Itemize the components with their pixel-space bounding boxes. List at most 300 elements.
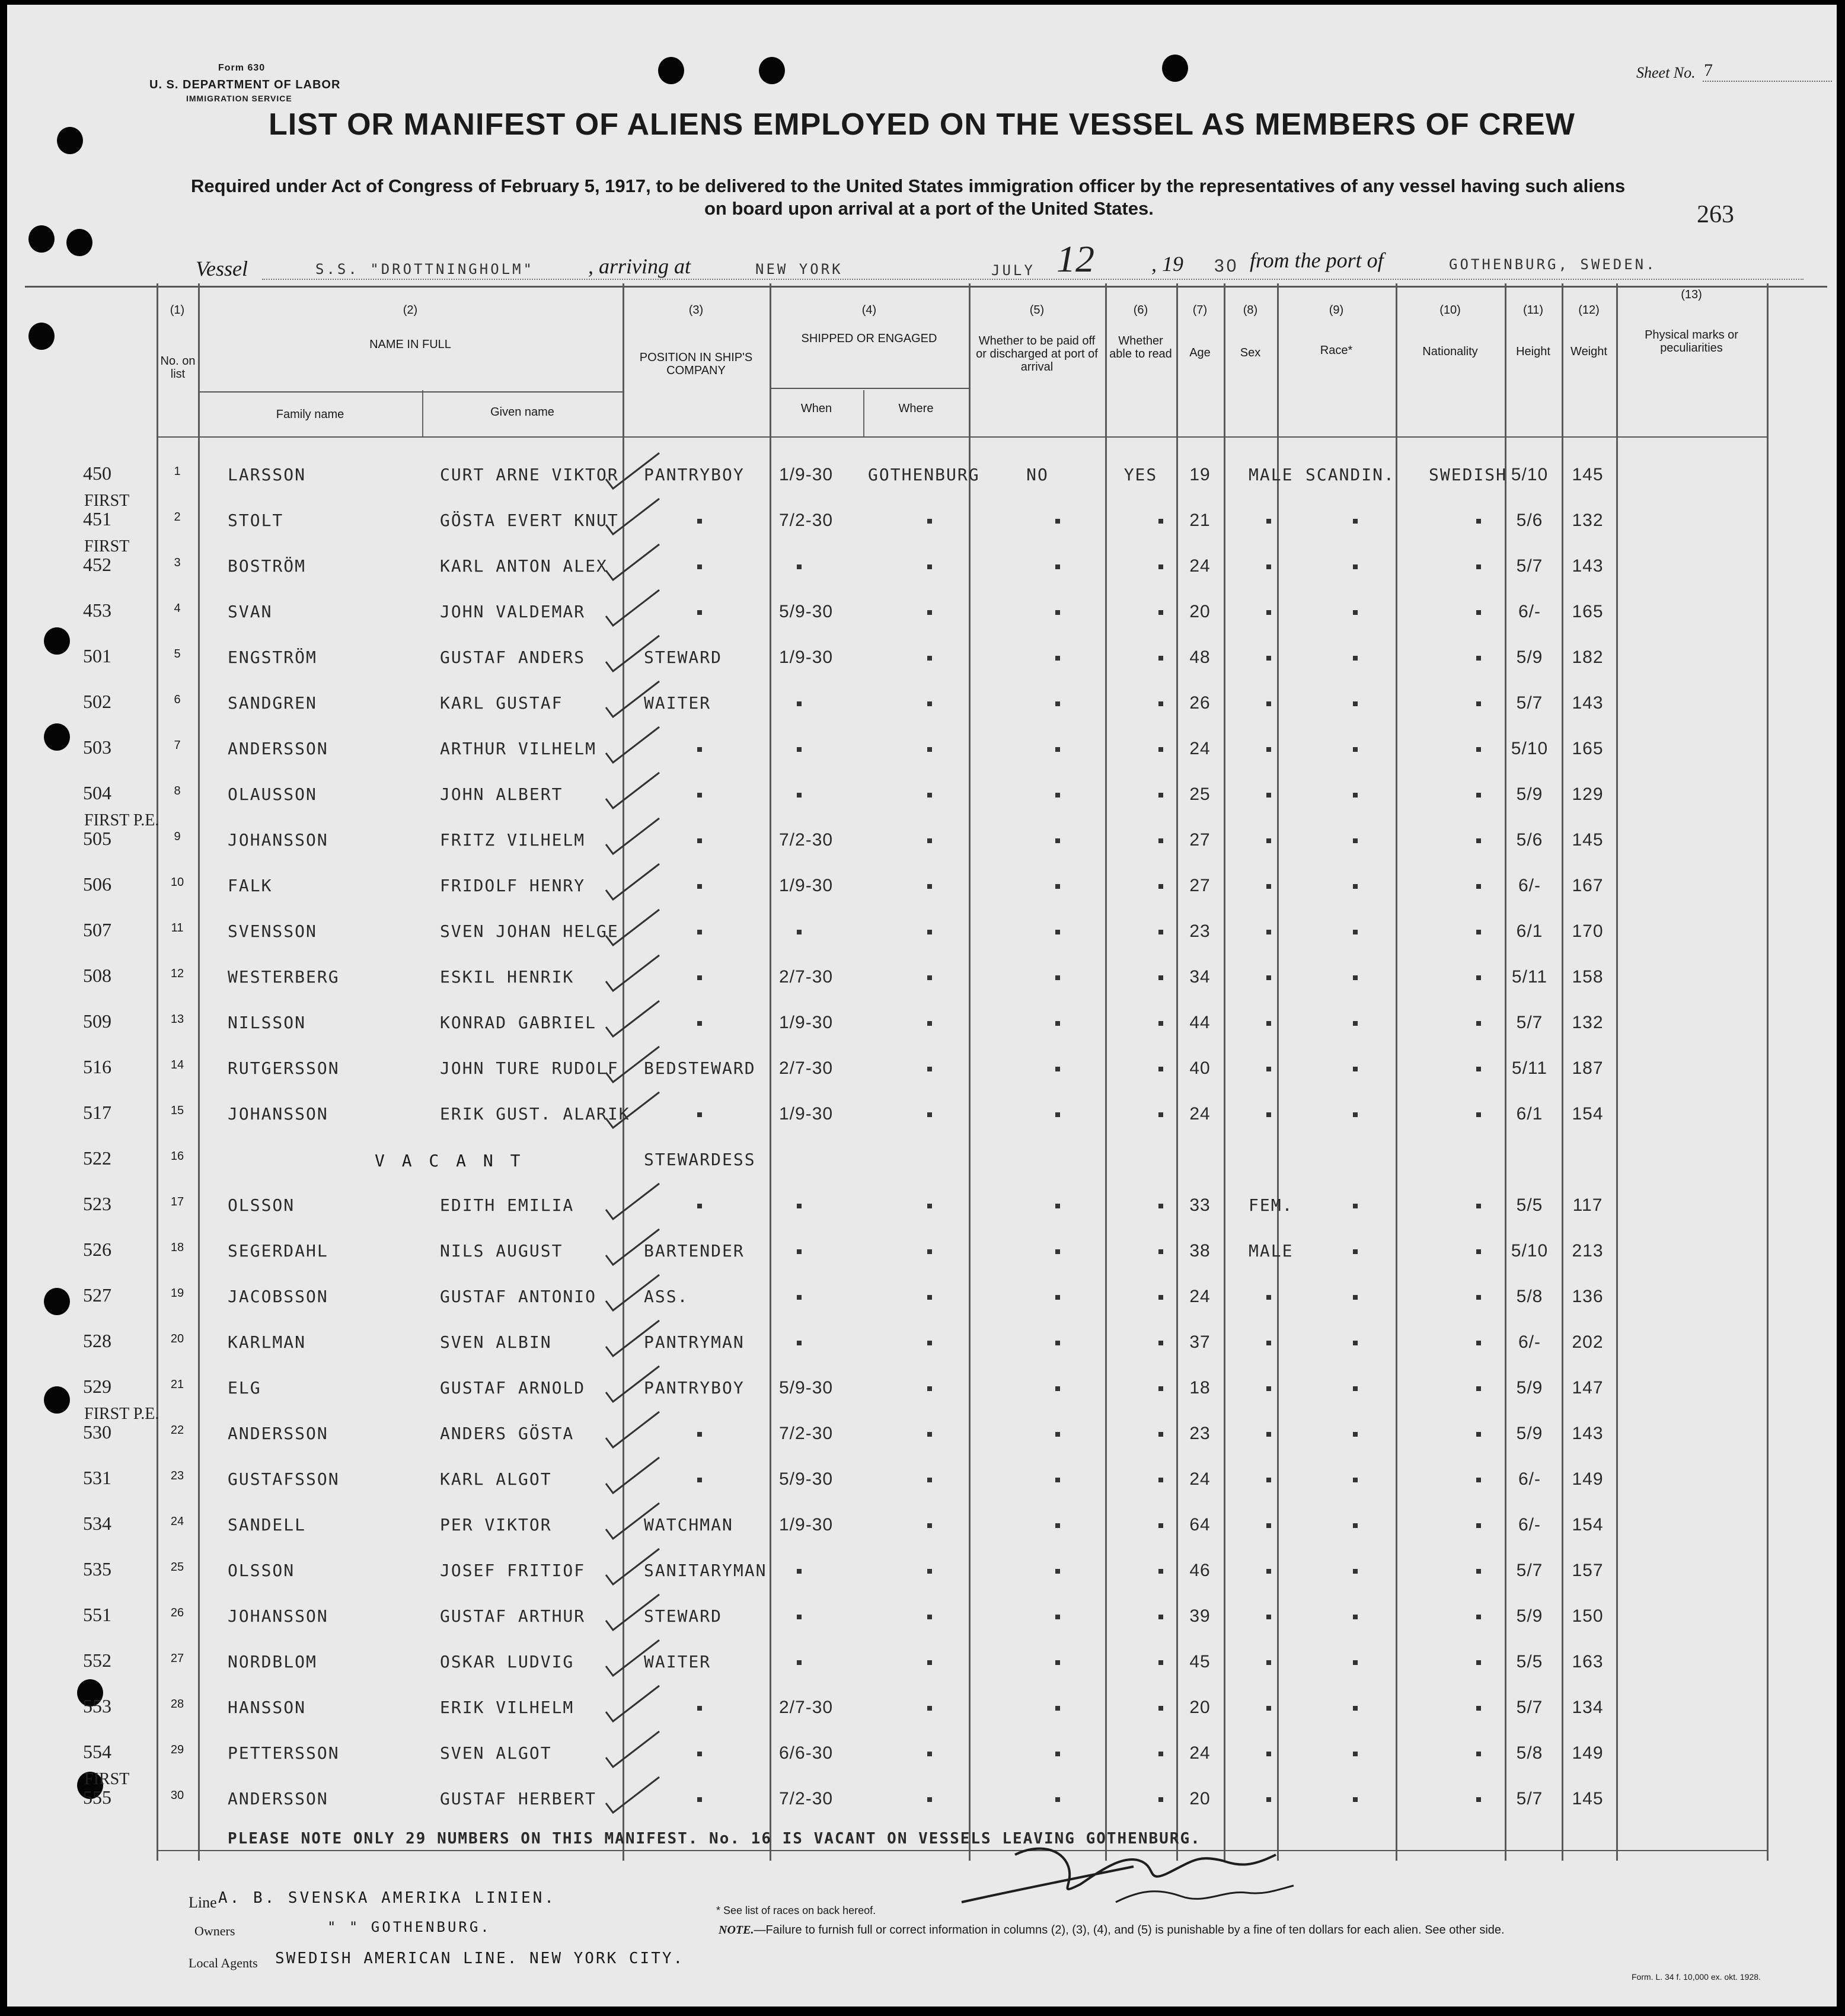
ditto-mark bbox=[1476, 1386, 1481, 1391]
margin-number: 509 bbox=[83, 1010, 111, 1032]
cell-when: 5/9-30 bbox=[779, 1378, 834, 1398]
ditto-mark bbox=[927, 1706, 932, 1711]
cell-given: KARL GUSTAF bbox=[440, 693, 563, 713]
cell-family: SVAN bbox=[228, 602, 273, 621]
cell-given: OSKAR LUDVIG bbox=[440, 1652, 574, 1672]
table-row bbox=[7, 1557, 1837, 1603]
ditto-mark bbox=[1055, 1615, 1060, 1619]
cell-weight: 187 bbox=[1572, 1058, 1604, 1078]
cell-no: 13 bbox=[170, 1013, 184, 1026]
ditto-mark bbox=[1476, 1204, 1481, 1208]
cell-weight: 170 bbox=[1572, 921, 1604, 941]
ditto-mark bbox=[797, 1204, 802, 1208]
ditto-mark bbox=[1055, 701, 1060, 706]
cell-weight: 149 bbox=[1572, 1469, 1604, 1489]
cell-age: 24 bbox=[1189, 1104, 1211, 1124]
arrival-month: JULY bbox=[991, 262, 1035, 279]
shipped-subhead-rule bbox=[770, 388, 969, 389]
cell-height: 5/7 bbox=[1516, 556, 1543, 576]
margin-number: 507 bbox=[83, 919, 111, 940]
cell-when: 1/9-30 bbox=[779, 876, 834, 895]
ditto-mark bbox=[927, 1341, 932, 1345]
col5-header: Whether to be paid off or discharged at port of arrival bbox=[976, 334, 1098, 374]
margin-number: 450 bbox=[83, 462, 111, 484]
margin-number: 516 bbox=[83, 1056, 111, 1077]
check-mark bbox=[600, 1043, 671, 1090]
ditto-mark bbox=[1158, 747, 1163, 752]
cell-given: GUSTAF HERBERT bbox=[440, 1789, 597, 1808]
check-mark bbox=[600, 678, 671, 725]
cell-when: 7/2-30 bbox=[779, 1424, 834, 1443]
ditto-mark bbox=[1055, 1249, 1060, 1254]
cell-no: 7 bbox=[174, 739, 181, 752]
table-row bbox=[7, 1511, 1837, 1557]
arrival-port: NEW YORK bbox=[755, 261, 843, 277]
cell-family: ANDERSSON bbox=[228, 1789, 328, 1808]
cell-given: SVEN ALBIN bbox=[440, 1332, 552, 1352]
margin-number: 531 bbox=[83, 1467, 111, 1488]
cell-height: 6/- bbox=[1518, 876, 1541, 895]
cell-given: PER VIKTOR bbox=[440, 1515, 552, 1535]
cell-given: CURT ARNE VIKTOR bbox=[440, 465, 619, 484]
ditto-mark bbox=[1476, 1523, 1481, 1528]
cell-family: JOHANSSON bbox=[228, 830, 328, 850]
ditto-mark bbox=[1055, 656, 1060, 661]
cell-given: KARL ANTON ALEX bbox=[440, 556, 608, 576]
cell-no: 2 bbox=[174, 511, 181, 524]
ditto-mark bbox=[1476, 1021, 1481, 1026]
cell-weight: 165 bbox=[1572, 602, 1604, 621]
check-mark bbox=[600, 769, 671, 816]
cell-family: ENGSTRÖM bbox=[228, 647, 317, 667]
check-mark bbox=[600, 1180, 671, 1227]
cell-no: 14 bbox=[170, 1058, 184, 1071]
ditto-mark bbox=[1055, 1660, 1060, 1665]
ditto-mark bbox=[1476, 564, 1481, 569]
margin-number: 502 bbox=[83, 691, 111, 712]
punch-hole bbox=[28, 225, 55, 253]
cell-weight: 154 bbox=[1572, 1515, 1604, 1535]
ditto-mark bbox=[697, 1478, 702, 1482]
cell-position: STEWARD bbox=[644, 1606, 723, 1626]
ditto-mark bbox=[1158, 564, 1163, 569]
ditto-mark bbox=[1353, 1706, 1358, 1711]
cell-no: 9 bbox=[174, 830, 181, 843]
ditto-mark bbox=[1476, 1660, 1481, 1665]
cell-family: WESTERBERG bbox=[228, 967, 340, 987]
cell-height: 6/1 bbox=[1516, 921, 1543, 941]
cell-read: YES bbox=[1123, 465, 1158, 484]
ditto-mark bbox=[1353, 519, 1358, 524]
col10-header: Nationality bbox=[1422, 345, 1478, 358]
margin-note: FIRST bbox=[84, 537, 130, 556]
cell-family: SVENSSON bbox=[228, 921, 317, 941]
table-row bbox=[7, 872, 1837, 918]
table-row bbox=[7, 1192, 1837, 1237]
check-mark bbox=[600, 723, 671, 771]
ditto-mark bbox=[927, 1204, 932, 1208]
cell-when: 6/6-30 bbox=[779, 1743, 834, 1763]
ditto-mark bbox=[1266, 930, 1271, 934]
table-row bbox=[7, 1374, 1837, 1420]
cell-given: GUSTAF ARNOLD bbox=[440, 1378, 586, 1398]
manifest-sheet bbox=[7, 5, 1837, 2007]
ditto-mark bbox=[1158, 1797, 1163, 1802]
ditto-mark bbox=[1055, 1432, 1060, 1437]
header-bottom-rule bbox=[157, 436, 1768, 438]
ditto-mark bbox=[1266, 838, 1271, 843]
ditto-mark bbox=[1353, 1797, 1358, 1802]
ditto-mark bbox=[797, 747, 802, 752]
ditto-mark bbox=[1055, 838, 1060, 843]
cell-weight: 145 bbox=[1572, 830, 1604, 850]
cell-age: 24 bbox=[1189, 556, 1211, 576]
col2-header: NAME IN FULL bbox=[369, 338, 451, 351]
cell-no: 29 bbox=[170, 1743, 184, 1756]
table-row bbox=[7, 1237, 1837, 1283]
cell-weight: 132 bbox=[1572, 511, 1604, 530]
ditto-mark bbox=[1353, 1021, 1358, 1026]
ditto-mark bbox=[1476, 610, 1481, 615]
cell-no: 25 bbox=[170, 1561, 184, 1574]
check-mark bbox=[600, 1317, 671, 1364]
ditto-mark bbox=[1055, 564, 1060, 569]
ditto-mark bbox=[1266, 1386, 1271, 1391]
col4-number: (4) bbox=[861, 304, 877, 317]
cell-given: ARTHUR VILHELM bbox=[440, 739, 597, 758]
cell-height: 5/8 bbox=[1516, 1743, 1543, 1763]
check-mark bbox=[600, 1682, 671, 1730]
ditto-mark bbox=[797, 1295, 802, 1300]
cell-age: 33 bbox=[1189, 1195, 1211, 1215]
ditto-mark bbox=[1266, 610, 1271, 615]
margin-number: 504 bbox=[83, 782, 111, 803]
ditto-mark bbox=[927, 975, 932, 980]
col13-number: (13) bbox=[1681, 288, 1702, 301]
check-mark bbox=[600, 815, 671, 862]
ditto-mark bbox=[927, 793, 932, 798]
cell-height: 5/8 bbox=[1516, 1287, 1543, 1306]
ditto-mark bbox=[1476, 884, 1481, 889]
ditto-mark bbox=[797, 1660, 802, 1665]
cell-when: 5/9-30 bbox=[779, 1469, 834, 1489]
check-mark bbox=[600, 541, 671, 588]
cell-height: 5/10 bbox=[1511, 1241, 1549, 1261]
ditto-mark bbox=[1476, 1797, 1481, 1802]
ditto-mark bbox=[1158, 1295, 1163, 1300]
ditto-mark bbox=[697, 519, 702, 524]
cell-weight: 158 bbox=[1572, 967, 1604, 987]
cell-age: 25 bbox=[1189, 784, 1211, 804]
cell-age: 20 bbox=[1189, 602, 1211, 621]
ditto-mark bbox=[1158, 1249, 1163, 1254]
cell-height: 5/5 bbox=[1516, 1195, 1543, 1215]
cell-weight: 150 bbox=[1572, 1606, 1604, 1626]
table-row bbox=[7, 1603, 1837, 1648]
ditto-mark bbox=[1476, 1615, 1481, 1619]
cell-age: 46 bbox=[1189, 1561, 1211, 1580]
ditto-mark bbox=[1266, 564, 1271, 569]
ditto-mark bbox=[1158, 1523, 1163, 1528]
sheet-label: Sheet No. bbox=[1636, 64, 1696, 81]
check-mark bbox=[600, 1500, 671, 1547]
ditto-mark bbox=[697, 1204, 702, 1208]
cell-family: SANDGREN bbox=[228, 693, 317, 713]
ditto-mark bbox=[1158, 1067, 1163, 1071]
cell-age: 27 bbox=[1189, 876, 1211, 895]
table-row bbox=[7, 964, 1837, 1009]
ditto-mark bbox=[1055, 610, 1060, 615]
cell-height: 5/5 bbox=[1516, 1652, 1543, 1672]
cell-no: 4 bbox=[174, 602, 181, 615]
margin-number: 534 bbox=[83, 1513, 111, 1534]
ditto-mark bbox=[1158, 1341, 1163, 1345]
ditto-mark bbox=[1055, 793, 1060, 798]
from-port: GOTHENBURG, SWEDEN. bbox=[1449, 256, 1657, 273]
ditto-mark bbox=[927, 930, 932, 934]
ditto-mark bbox=[1353, 1569, 1358, 1574]
cell-given: EDITH EMILIA bbox=[440, 1195, 574, 1215]
ditto-mark bbox=[1158, 1615, 1163, 1619]
ditto-mark bbox=[1353, 1752, 1358, 1756]
ditto-mark bbox=[1158, 1432, 1163, 1437]
cell-when: 1/9-30 bbox=[779, 1515, 834, 1535]
cell-age: 21 bbox=[1189, 511, 1211, 530]
ditto-mark bbox=[927, 1752, 932, 1756]
table-row bbox=[7, 1648, 1837, 1694]
margin-number: 526 bbox=[83, 1239, 111, 1260]
cell-family: OLSSON bbox=[228, 1195, 295, 1215]
cell-family: OLSSON bbox=[228, 1561, 295, 1580]
ditto-mark bbox=[1353, 1523, 1358, 1528]
cell-no: 10 bbox=[170, 876, 184, 889]
margin-number: 553 bbox=[83, 1695, 111, 1717]
check-mark bbox=[600, 1089, 671, 1136]
margin-number: 552 bbox=[83, 1650, 111, 1671]
cell-position: BEDSTEWARD bbox=[644, 1058, 756, 1078]
cell-no: 1 bbox=[174, 465, 181, 478]
cell-height: 5/7 bbox=[1516, 1698, 1543, 1717]
cell-height: 5/9 bbox=[1516, 784, 1543, 804]
cell-height: 5/7 bbox=[1516, 1013, 1543, 1032]
ditto-mark bbox=[1055, 1067, 1060, 1071]
ditto-mark bbox=[1266, 884, 1271, 889]
cell-position: ASS. bbox=[644, 1287, 689, 1306]
arriving-label: , arriving at bbox=[588, 254, 691, 278]
cell-no: 26 bbox=[170, 1606, 184, 1619]
cell-age: 23 bbox=[1189, 1424, 1211, 1443]
stamp-number: 263 bbox=[1697, 201, 1734, 228]
vessel-name: S.S. "DROTTNINGHOLM" bbox=[315, 261, 534, 277]
table-row bbox=[7, 918, 1837, 964]
cell-weight: 163 bbox=[1572, 1652, 1604, 1672]
margin-number: 522 bbox=[83, 1147, 111, 1169]
cell-age: 39 bbox=[1189, 1606, 1211, 1626]
ditto-mark bbox=[697, 1112, 702, 1117]
ditto-mark bbox=[1266, 1660, 1271, 1665]
margin-number: 503 bbox=[83, 736, 111, 758]
ditto-mark bbox=[1055, 975, 1060, 980]
ditto-mark bbox=[1266, 701, 1271, 706]
margin-number: 451 bbox=[83, 508, 111, 529]
ditto-mark bbox=[1158, 1478, 1163, 1482]
ditto-mark bbox=[1266, 1067, 1271, 1071]
check-mark bbox=[600, 906, 671, 953]
cell-family: NORDBLOM bbox=[228, 1652, 317, 1672]
ditto-mark bbox=[1266, 1478, 1271, 1482]
cell-age: 23 bbox=[1189, 921, 1211, 941]
ditto-mark bbox=[1158, 838, 1163, 843]
ditto-mark bbox=[797, 701, 802, 706]
cell-position: PANTRYMAN bbox=[644, 1332, 745, 1352]
cell-position: STEWARD bbox=[644, 647, 723, 667]
punch-hole bbox=[759, 57, 785, 84]
cell-no: 3 bbox=[174, 556, 181, 569]
arrival-year: 30 bbox=[1214, 256, 1239, 276]
ditto-mark bbox=[1266, 975, 1271, 980]
ditto-mark bbox=[797, 793, 802, 798]
ditto-mark bbox=[1476, 975, 1481, 980]
cell-no: 21 bbox=[170, 1378, 184, 1391]
ditto-mark bbox=[1353, 1660, 1358, 1665]
ditto-mark bbox=[1158, 1112, 1163, 1117]
note-text: —Failure to furnish full or correct information in columns (2), (3), (4), and (5) is punishable by a fine of ten dollars for each alien. See other side. bbox=[754, 1924, 1505, 1937]
cell-weight: 143 bbox=[1572, 556, 1604, 576]
cell-when: 5/9-30 bbox=[779, 602, 834, 621]
cell-age: 26 bbox=[1189, 693, 1211, 713]
cell-position: BARTENDER bbox=[644, 1241, 745, 1261]
cell-weight: 165 bbox=[1572, 739, 1604, 758]
cell-height: 6/- bbox=[1518, 602, 1541, 621]
ditto-mark bbox=[1158, 930, 1163, 934]
col2-number: (2) bbox=[403, 304, 418, 317]
col9-header: Race* bbox=[1320, 344, 1353, 357]
ditto-mark bbox=[1476, 656, 1481, 661]
ditto-mark bbox=[1353, 884, 1358, 889]
cell-no: 5 bbox=[174, 647, 181, 661]
table-row bbox=[7, 492, 1837, 553]
year-prefix: , 19 bbox=[1151, 252, 1183, 276]
cell-no: 19 bbox=[170, 1287, 184, 1300]
ditto-mark bbox=[797, 1341, 802, 1345]
ditto-mark bbox=[797, 930, 802, 934]
punch-hole bbox=[1162, 55, 1188, 82]
cell-family: STOLT bbox=[228, 511, 284, 530]
col7-number: (7) bbox=[1192, 304, 1208, 317]
ditto-mark bbox=[927, 884, 932, 889]
col1-number: (1) bbox=[170, 304, 185, 317]
ditto-mark bbox=[697, 1706, 702, 1711]
sheet-line bbox=[1703, 81, 1832, 83]
cell-given: JOHN VALDEMAR bbox=[440, 602, 586, 621]
ditto-mark bbox=[1055, 1478, 1060, 1482]
cell-age: 24 bbox=[1189, 1743, 1211, 1763]
name-subhead-rule bbox=[198, 391, 623, 393]
cell-family: ELG bbox=[228, 1378, 261, 1398]
col10-number: (10) bbox=[1439, 304, 1461, 317]
table-row bbox=[7, 1055, 1837, 1100]
check-mark bbox=[600, 1363, 671, 1410]
cell-height: 5/6 bbox=[1516, 511, 1543, 530]
service-label: IMMIGRATION SERVICE bbox=[186, 94, 292, 103]
ditto-mark bbox=[1055, 1341, 1060, 1345]
ditto-mark bbox=[1055, 1752, 1060, 1756]
check-mark bbox=[600, 1728, 671, 1775]
ditto-mark bbox=[1158, 1204, 1163, 1208]
ditto-mark bbox=[1476, 1569, 1481, 1574]
cell-weight: 149 bbox=[1572, 1743, 1604, 1763]
cell-weight: 202 bbox=[1572, 1332, 1604, 1352]
ditto-mark bbox=[1158, 1021, 1163, 1026]
cell-weight: 129 bbox=[1572, 784, 1604, 804]
col6-header: Whether able to read bbox=[1109, 334, 1172, 361]
col7-header: Age bbox=[1189, 346, 1211, 359]
ditto-mark bbox=[927, 1112, 932, 1117]
cell-family: NILSSON bbox=[228, 1013, 307, 1032]
margin-number: 554 bbox=[83, 1741, 111, 1762]
cell-position: SANITARYMAN bbox=[644, 1561, 767, 1580]
ditto-mark bbox=[1266, 1295, 1271, 1300]
ditto-mark bbox=[1158, 1660, 1163, 1665]
cell-age: 18 bbox=[1189, 1378, 1211, 1398]
cell-when: 1/9-30 bbox=[779, 1104, 834, 1124]
ditto-mark bbox=[797, 1615, 802, 1619]
punch-hole bbox=[658, 57, 684, 84]
table-row bbox=[7, 1740, 1837, 1785]
cell-height: 5/9 bbox=[1516, 1424, 1543, 1443]
ditto-mark bbox=[927, 1067, 932, 1071]
ditto-mark bbox=[1158, 1752, 1163, 1756]
ditto-mark bbox=[697, 1021, 702, 1026]
ditto-mark bbox=[1055, 884, 1060, 889]
cell-family: JOHANSSON bbox=[228, 1104, 328, 1124]
ditto-mark bbox=[1266, 656, 1271, 661]
ditto-mark bbox=[797, 1569, 802, 1574]
cell-family: SANDELL bbox=[228, 1515, 307, 1535]
cell-weight: 157 bbox=[1572, 1561, 1604, 1580]
table-row bbox=[7, 461, 1837, 507]
master-signature bbox=[944, 1831, 1311, 1920]
margin-number: 517 bbox=[83, 1102, 111, 1123]
ditto-mark bbox=[697, 1752, 702, 1756]
cell-height: 6/- bbox=[1518, 1469, 1541, 1489]
ditto-mark bbox=[1055, 1569, 1060, 1574]
cell-height: 5/11 bbox=[1511, 1058, 1548, 1078]
margin-note: FIRST P.E. bbox=[84, 1405, 159, 1423]
cell-given: NILS AUGUST bbox=[440, 1241, 563, 1261]
cell-family: ANDERSSON bbox=[228, 739, 328, 758]
cell-height: 5/10 bbox=[1511, 739, 1549, 758]
margin-note: FIRST bbox=[84, 492, 130, 510]
ditto-mark bbox=[1353, 1478, 1358, 1482]
ditto-mark bbox=[1055, 1706, 1060, 1711]
ditto-mark bbox=[1266, 1615, 1271, 1619]
ditto-mark bbox=[697, 838, 702, 843]
ditto-mark bbox=[797, 564, 802, 569]
vacant-label: V A C A N T bbox=[375, 1151, 524, 1170]
ditto-mark bbox=[1476, 1752, 1481, 1756]
ditto-mark bbox=[927, 564, 932, 569]
ditto-mark bbox=[697, 610, 702, 615]
ditto-mark bbox=[1158, 884, 1163, 889]
cell-sex: FEM. bbox=[1249, 1195, 1294, 1215]
cell-height: 6/- bbox=[1518, 1332, 1541, 1352]
table-row bbox=[7, 1405, 1837, 1466]
ditto-mark bbox=[697, 975, 702, 980]
ditto-mark bbox=[1266, 1112, 1271, 1117]
ditto-mark bbox=[1266, 747, 1271, 752]
cell-when: 2/7-30 bbox=[779, 1698, 834, 1717]
